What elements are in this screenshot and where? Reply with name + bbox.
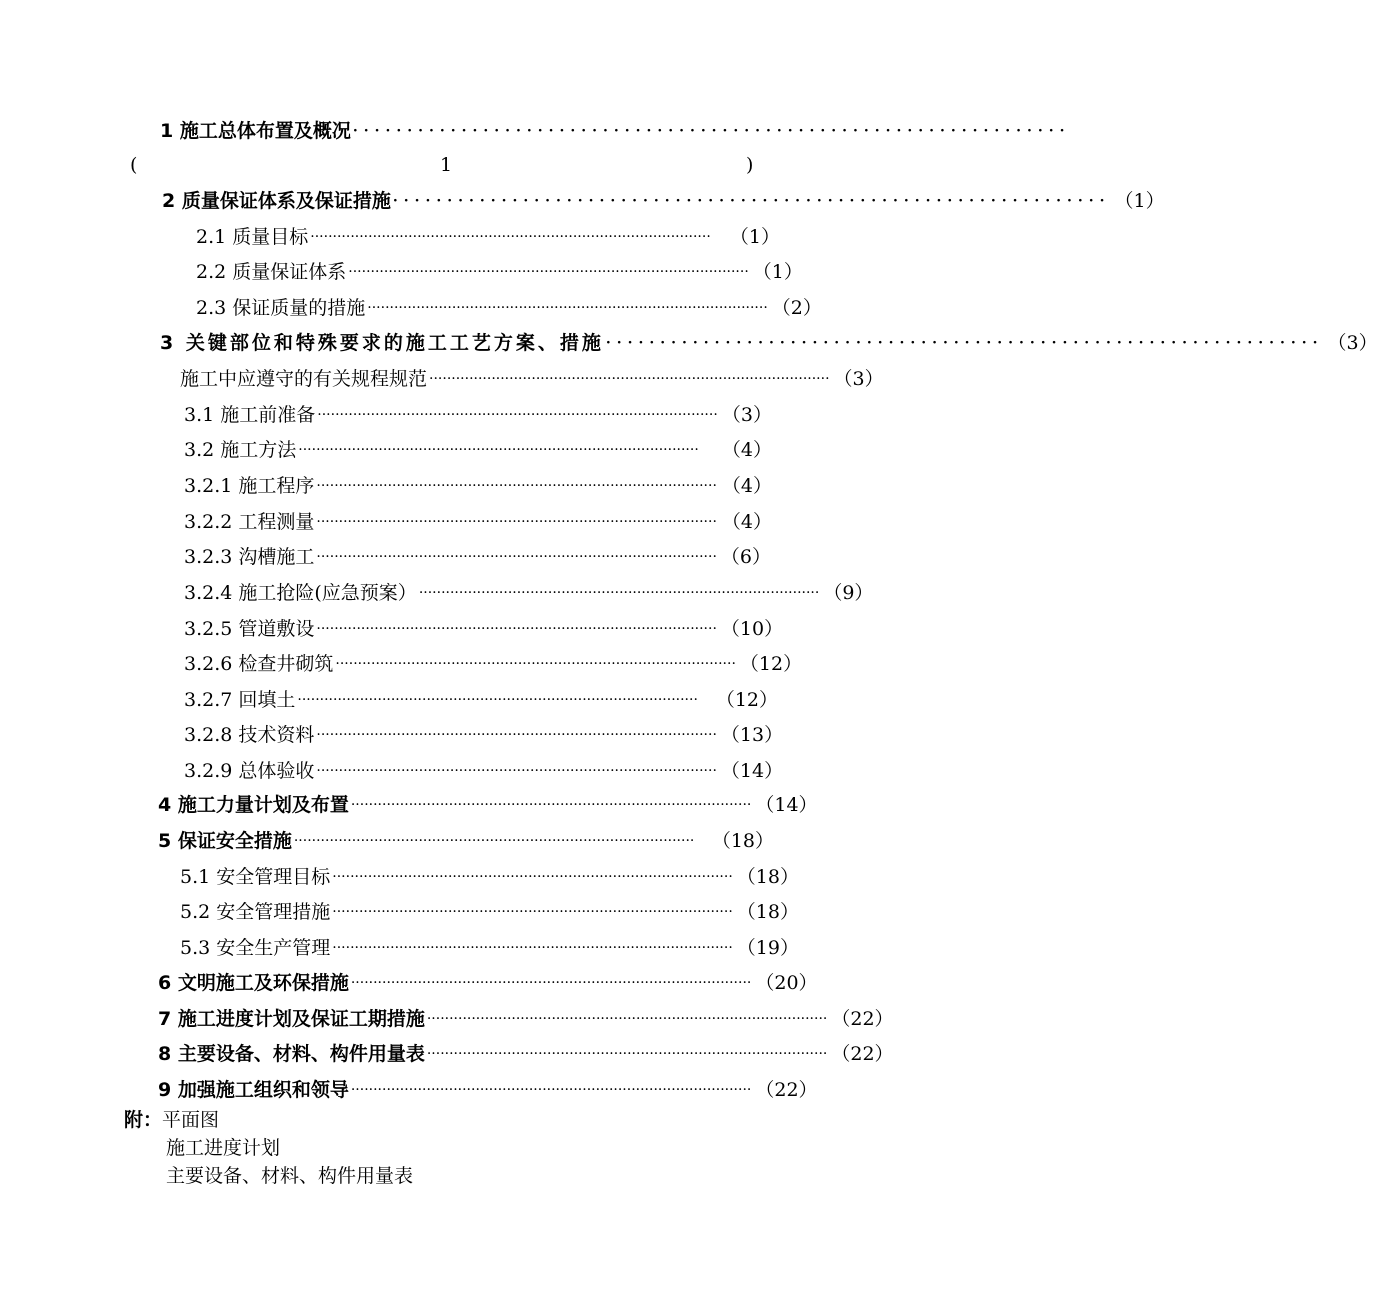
toc-entry-title: 6 文明施工及环保措施	[158, 972, 349, 994]
toc-leader-dots: ··························································································	[316, 549, 717, 565]
toc-entry-page: （12）	[715, 689, 778, 711]
toc-leader-dots: ··························································································	[348, 264, 749, 280]
toc-entry-3-2-2[interactable]	[184, 507, 772, 537]
toc-entry-page: （22）	[755, 1079, 818, 1101]
toc-entry-1-page-wrap	[130, 150, 760, 180]
toc-entry-page: （1）	[1114, 190, 1165, 212]
toc-entry-title: 7 施工进度计划及保证工期措施	[158, 1008, 425, 1030]
toc-entry-7[interactable]	[158, 1004, 894, 1034]
toc-entry-title: 2.2 质量保证体系	[196, 261, 347, 283]
toc-entry-title: 5.1 安全管理目标	[180, 866, 331, 888]
toc-leader-dots: ··························································································	[335, 656, 736, 672]
toc-entry-page: （6）	[720, 546, 772, 568]
toc-entry-8[interactable]	[158, 1039, 894, 1069]
toc-leader-dots: ··························································································	[316, 727, 717, 743]
toc-entry-title: 5.3 安全生产管理	[180, 937, 331, 959]
toc-entry-3-2-4[interactable]	[184, 578, 874, 608]
toc-entry-5-1[interactable]	[180, 862, 799, 892]
toc-entry-page: （19）	[736, 937, 799, 959]
page-open-paren: (	[130, 154, 138, 176]
toc-entry-title: 9 加强施工组织和领导	[158, 1079, 349, 1101]
page-number: 1	[440, 154, 453, 176]
toc-entry-2-3[interactable]	[196, 293, 822, 323]
toc-entry-title: 3.2.1 施工程序	[184, 475, 315, 497]
toc-entry-title: 施工中应遵守的有关规程规范	[180, 368, 428, 390]
toc-entry-page: （1）	[729, 226, 780, 248]
toc-entry-3-2-5[interactable]	[184, 614, 784, 644]
toc-entry-3-2[interactable]	[184, 435, 772, 465]
toc-leader-dots: ··························································································	[426, 1011, 828, 1027]
toc-leader-dots: ··························································································	[367, 300, 768, 316]
toc-entry-4[interactable]	[158, 790, 818, 820]
toc-leader-dots: ··························································································	[310, 229, 711, 245]
toc-entry-title: 3.2.6 检查井砌筑	[184, 653, 334, 675]
toc-entry-2-1[interactable]	[196, 222, 780, 252]
toc-entry-9[interactable]	[158, 1075, 818, 1105]
toc-leader-dots: ··································································	[352, 123, 1071, 139]
toc-entry-6[interactable]	[158, 968, 818, 998]
appendix-item: 平面图	[162, 1109, 220, 1131]
toc-entry-title: 5.2 安全管理措施	[180, 901, 331, 923]
toc-entry-3-regulations[interactable]	[180, 364, 884, 394]
toc-leader-dots: ··································································	[392, 193, 1111, 209]
toc-entry-title: 3.2.7 回填土	[184, 689, 296, 711]
toc-entry-page: （22）	[831, 1043, 894, 1065]
toc-entry-5-3[interactable]	[180, 933, 799, 963]
toc-entry-3-2-9[interactable]	[184, 756, 784, 786]
page-close-paren: )	[746, 154, 754, 176]
toc-entry-3[interactable]	[160, 328, 1378, 358]
toc-entry-page: （13）	[720, 724, 784, 746]
toc-entry-page: （4）	[721, 475, 772, 497]
toc-entry-3-2-8[interactable]	[184, 720, 784, 750]
toc-entry-3-2-7[interactable]	[184, 685, 778, 715]
toc-entry-title: 3.1 施工前准备	[184, 404, 316, 426]
toc-entry-1[interactable]	[160, 116, 1071, 146]
toc-entry-5[interactable]	[158, 826, 774, 856]
toc-entry-title: 3.2.4 施工抢险(应急预案）	[184, 582, 417, 604]
toc-entry-page: （3）	[833, 368, 884, 390]
toc-leader-dots: ··························································································	[332, 904, 733, 920]
toc-entry-title: 3.2.5 管道敷设	[184, 618, 315, 640]
toc-entry-page: （4）	[721, 439, 772, 461]
toc-leader-dots: ··························································································	[350, 797, 752, 813]
toc-entry-page: （12）	[739, 653, 803, 675]
toc-entry-title: 2.1 质量目标	[196, 226, 309, 248]
toc-entry-title: 2.3 保证质量的措施	[196, 297, 366, 319]
toc-entry-2-2[interactable]	[196, 257, 803, 287]
toc-entry-page: （14）	[720, 760, 784, 782]
toc-entry-3-2-6[interactable]	[184, 649, 803, 679]
toc-leader-dots: ··························································································	[297, 692, 698, 708]
toc-leader-dots: ··························································································	[332, 940, 733, 956]
toc-entry-title: 8 主要设备、材料、构件用量表	[158, 1043, 425, 1065]
toc-leader-dots: ··························································································	[316, 514, 717, 530]
toc-entry-page: （2）	[771, 297, 822, 319]
toc-entry-title: 3 关键部位和特殊要求的施工工艺方案、措施	[160, 332, 604, 354]
toc-entry-page: （18）	[736, 866, 799, 888]
toc-leader-dots: ··························································································	[316, 763, 717, 779]
appendix-label: 附：	[124, 1109, 163, 1131]
toc-entry-page: （3）	[721, 404, 772, 426]
toc-entry-page: （3）	[1327, 332, 1378, 354]
toc-leader-dots: ··························································································	[350, 975, 752, 991]
appendix-section	[124, 1106, 413, 1190]
toc-entry-title: 1 施工总体布置及概况	[160, 120, 351, 142]
toc-entry-page: （20）	[755, 972, 818, 994]
toc-entry-2[interactable]	[162, 186, 1165, 216]
toc-leader-dots: ··································································	[605, 335, 1324, 351]
toc-leader-dots: ··························································································	[316, 621, 717, 637]
appendix-item: 施工进度计划	[166, 1137, 281, 1159]
toc-entry-title: 5 保证安全措施	[158, 830, 292, 852]
toc-leader-dots: ··························································································	[293, 833, 695, 849]
toc-entry-title: 3.2.3 沟槽施工	[184, 546, 315, 568]
toc-entry-page: （18）	[736, 901, 799, 923]
toc-entry-title: 3.2.9 总体验收	[184, 760, 315, 782]
toc-leader-dots: ··························································································	[298, 442, 699, 458]
toc-entry-title: 3.2.2 工程测量	[184, 511, 315, 533]
toc-entry-page: （18）	[711, 830, 774, 852]
toc-entry-title: 3.2 施工方法	[184, 439, 297, 461]
toc-leader-dots: ··························································································	[332, 869, 733, 885]
toc-entry-page: （1）	[752, 261, 803, 283]
toc-leader-dots: ··························································································	[418, 585, 820, 601]
toc-entry-page: （4）	[721, 511, 772, 533]
toc-entry-page: （22）	[831, 1008, 894, 1030]
toc-entry-title: 4 施工力量计划及布置	[158, 794, 349, 816]
toc-leader-dots: ··························································································	[426, 1046, 828, 1062]
toc-entry-title: 2 质量保证体系及保证措施	[162, 190, 391, 212]
toc-leader-dots: ··························································································	[350, 1082, 752, 1098]
toc-entry-page: （14）	[755, 794, 818, 816]
appendix-item: 主要设备、材料、构件用量表	[166, 1165, 414, 1187]
toc-leader-dots: ··························································································	[429, 371, 830, 387]
toc-entry-page: （10）	[720, 618, 784, 640]
toc-entry-page: （9）	[823, 582, 874, 604]
toc-entry-3-1[interactable]	[184, 400, 772, 430]
toc-entry-3-2-3[interactable]	[184, 542, 772, 572]
toc-entry-3-2-1[interactable]	[184, 471, 772, 501]
toc-entry-title: 3.2.8 技术资料	[184, 724, 315, 746]
toc-leader-dots: ··························································································	[317, 407, 718, 423]
toc-entry-5-2[interactable]	[180, 897, 799, 927]
toc-leader-dots: ··························································································	[316, 478, 717, 494]
